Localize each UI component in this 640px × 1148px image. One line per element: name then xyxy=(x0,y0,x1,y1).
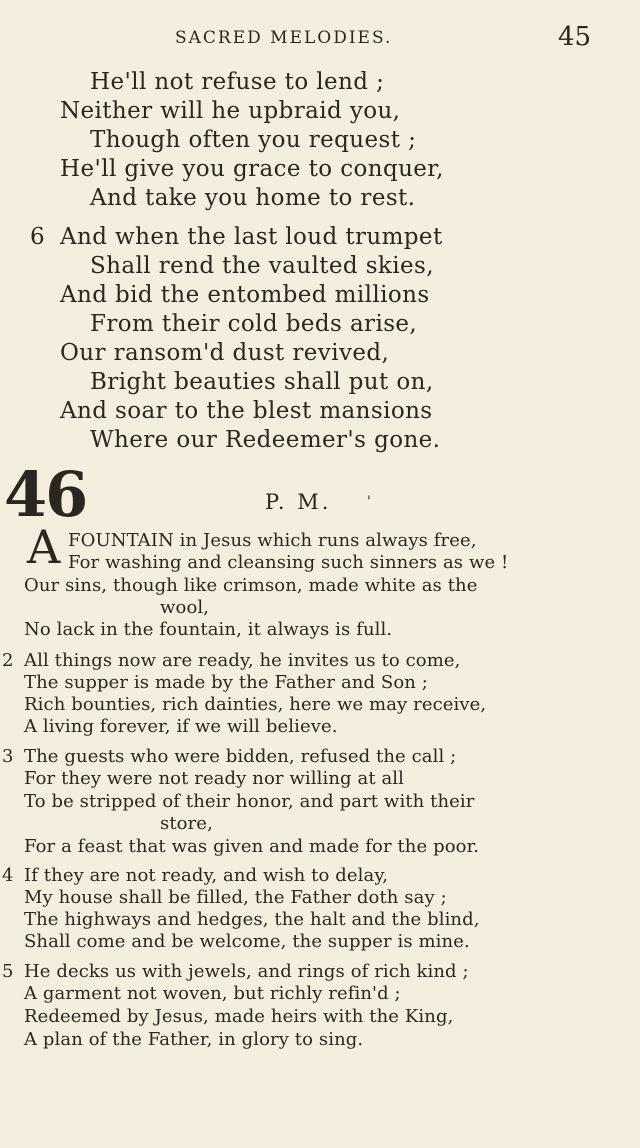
verse-line: Shall come and be welcome, the supper is mine. xyxy=(24,931,470,952)
page-number: 45 xyxy=(558,22,592,52)
verse-line: Bright beauties shall put on, xyxy=(90,369,434,395)
verse-line: All things now are ready, he invites us to come, xyxy=(24,650,461,671)
verse-line: Though often you request ; xyxy=(90,127,417,153)
verse-line: He decks us with jewels, and rings of rich kind ; xyxy=(24,961,469,982)
verse-line: The supper is made by the Father and Son ; xyxy=(24,672,428,693)
hymn-number: 46 xyxy=(4,458,87,531)
verse-line: wool, xyxy=(160,597,210,618)
verse-number: 2 xyxy=(2,650,14,671)
verse-line: For they were not ready nor willing at all xyxy=(24,768,405,789)
verse-line: And take you home to rest. xyxy=(90,185,416,211)
verse-line: Rich bounties, rich dainties, here we may receive, xyxy=(24,694,487,715)
verse-line: Our sins, though like crimson, made white as the xyxy=(24,575,478,596)
verse-line: Where our Redeemer's gone. xyxy=(90,427,441,453)
verse-line: store, xyxy=(160,813,213,834)
verse-line: And soar to the blest mansions xyxy=(60,398,433,424)
verse-number: 3 xyxy=(2,746,14,767)
verse-line: The guests who were bidden, refused the call ; xyxy=(24,746,457,767)
verse-line: A living forever, if we will believe. xyxy=(24,716,338,737)
drop-cap: A xyxy=(27,520,61,574)
verse-line: The highways and hedges, the halt and the blind, xyxy=(24,909,480,930)
verse-line: For washing and cleansing such sinners as we ! xyxy=(68,552,509,573)
verse-line: Neither will he upbraid you, xyxy=(60,98,401,124)
verse-line: My house shall be filled, the Father doth say ; xyxy=(24,887,447,908)
verse-line: A plan of the Father, in glory to sing. xyxy=(24,1029,364,1050)
verse-line: He'll not refuse to lend ; xyxy=(90,69,385,95)
verse-line: A garment not woven, but richly refin'd ; xyxy=(24,983,401,1004)
verse-line: FOUNTAIN in Jesus which runs always free, xyxy=(68,530,477,551)
verse-line: Shall rend the vaulted skies, xyxy=(90,253,434,279)
verse-line: He'll give you grace to conquer, xyxy=(60,156,444,182)
meter-label: P. M. xyxy=(265,490,332,514)
verse-line: No lack in the fountain, it always is full. xyxy=(24,619,393,640)
verse-line: If they are not ready, and wish to delay, xyxy=(24,865,389,886)
verse-line: And when the last loud trumpet xyxy=(60,224,443,250)
verse-number: 4 xyxy=(2,865,14,886)
verse-line: To be stripped of their honor, and part with their xyxy=(24,791,475,812)
verse-number: 6 xyxy=(30,224,46,250)
verse-line: And bid the entombed millions xyxy=(60,282,430,308)
verse-number: 5 xyxy=(2,961,14,982)
verse-line: From their cold beds arise, xyxy=(90,311,418,337)
verse-line: For a feast that was given and made for the poor. xyxy=(24,836,480,857)
running-title: SACRED MELODIES. xyxy=(175,28,393,48)
printer-mark: ' xyxy=(367,494,371,510)
verse-line: Our ransom'd dust revived, xyxy=(60,340,390,366)
verse-line: Redeemed by Jesus, made heirs with the King, xyxy=(24,1006,454,1027)
